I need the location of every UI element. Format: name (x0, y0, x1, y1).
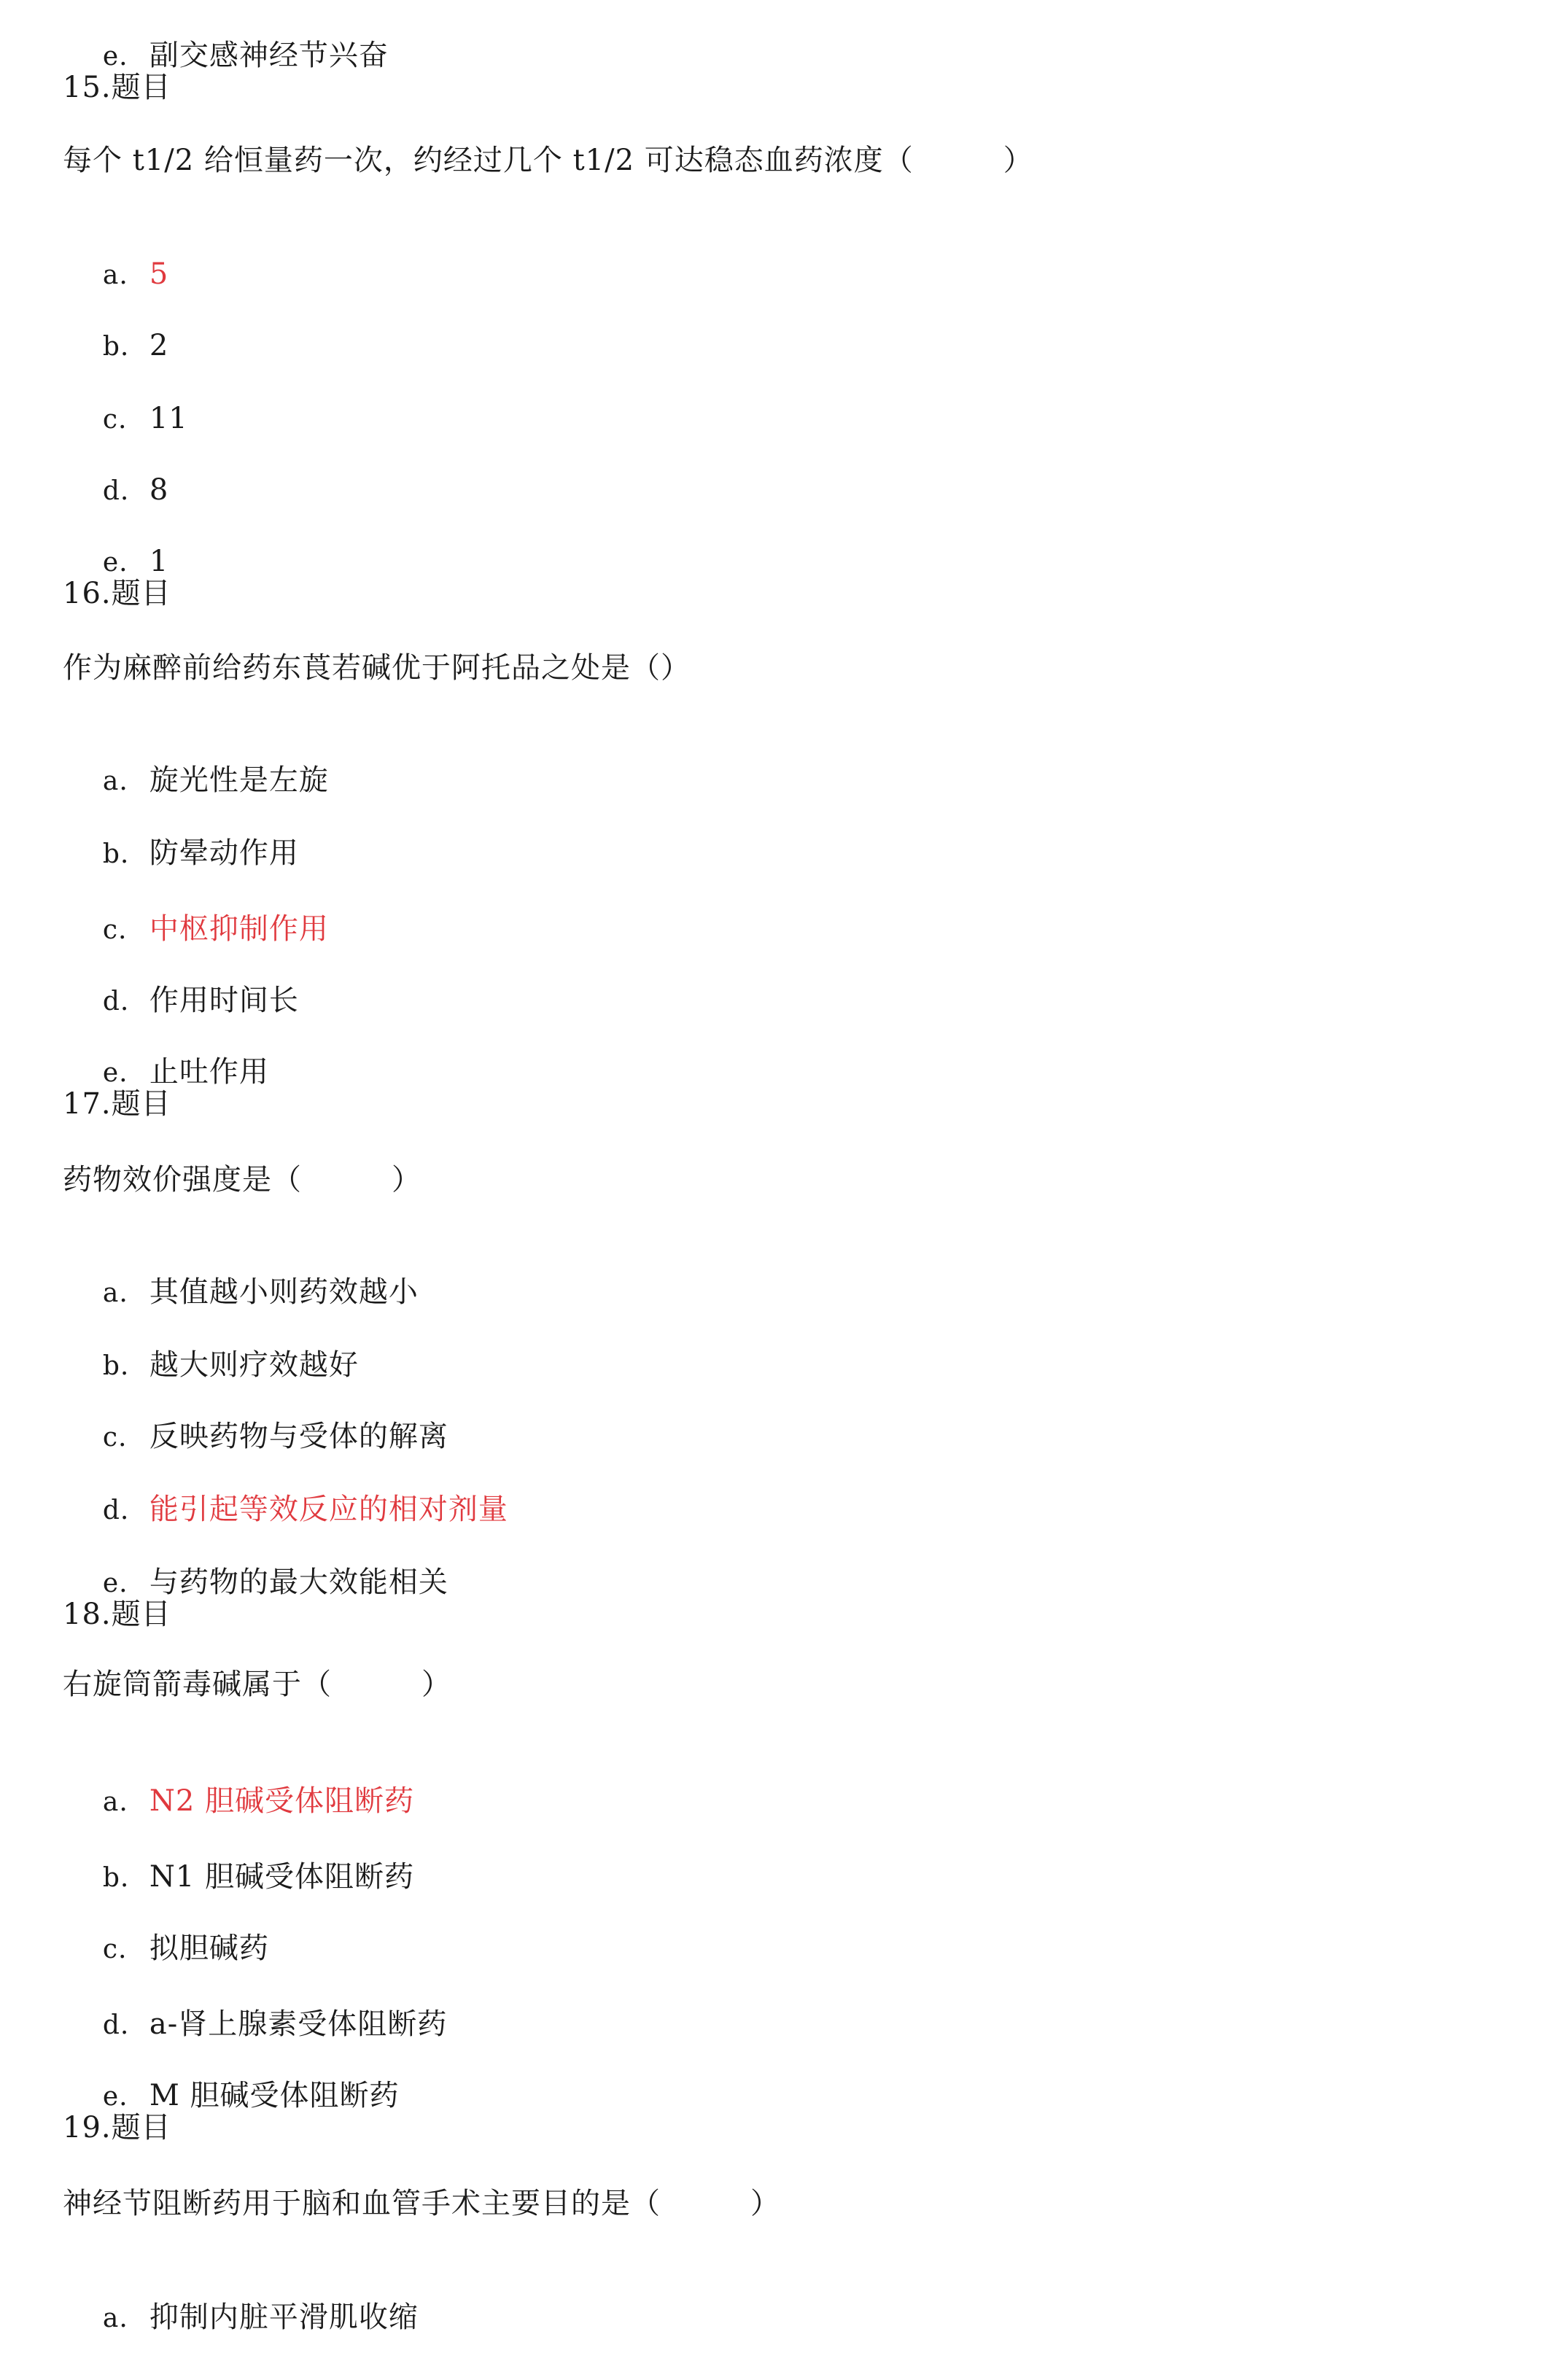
option-letter: c. (102, 1934, 128, 1964)
option-text: 5 (149, 257, 169, 291)
question-stem: 作为麻醉前给药东莨若碱优于阿托品之处是（） (63, 651, 691, 685)
question-heading: 18.题目 (63, 1598, 171, 1631)
question-heading: 16.题目 (63, 577, 171, 610)
option-text: a-肾上腺素受体阻断药 (149, 2007, 448, 2041)
option-text: M 胆碱受体阻断药 (149, 2079, 400, 2112)
option-text: 越大则疗效越好 (149, 1348, 359, 1382)
question-heading: 19.题目 (63, 2111, 171, 2144)
option-text: 反映药物与受体的解离 (149, 1420, 448, 1453)
option-text: 作用时间长 (149, 984, 299, 1017)
option-letter: d. (102, 476, 130, 506)
question-stem: 每个 t1/2 给恒量药一次，约经过几个 t1/2 可达稳态血药浓度（ ） (63, 144, 1033, 177)
question-stem: 神经节阻断药用于脑和血管手术主要目的是（ ） (63, 2187, 780, 2220)
option-letter: c. (102, 405, 128, 435)
question-heading: 15.题目 (63, 71, 171, 104)
option-letter: b. (102, 1863, 130, 1893)
option-letter: d. (102, 987, 130, 1016)
option-letter: a. (102, 1278, 128, 1308)
option-letter: e. (102, 548, 128, 578)
option-row (63, 2256, 419, 2380)
option-letter: b. (102, 839, 130, 869)
option-letter: c. (102, 1423, 128, 1452)
option-letter: e. (102, 42, 128, 71)
option-letter: a. (102, 2303, 128, 2333)
question-stem: 药物效价强度是（ ） (63, 1163, 421, 1197)
option-text: 止吐作用 (149, 1055, 269, 1089)
option-letter: e. (102, 1568, 128, 1598)
option-text: 副交感神经节兴奋 (149, 39, 389, 72)
option-letter: a. (102, 260, 128, 290)
option-text: 能引起等效反应的相对剂量 (149, 1493, 508, 1526)
option-letter: e. (102, 1058, 128, 1088)
option-letter: e. (102, 2082, 128, 2112)
option-text: 8 (149, 473, 169, 507)
option-letter: b. (102, 1351, 130, 1381)
option-text: 拟胆碱药 (149, 1932, 269, 1965)
option-text: 中枢抑制作用 (149, 912, 329, 946)
option-text: 其值越小则药效越小 (149, 1275, 419, 1309)
option-letter: d. (102, 1496, 130, 1525)
question-heading: 17.题目 (63, 1087, 171, 1121)
option-letter: b. (102, 332, 130, 362)
option-text: 旋光性是左旋 (149, 763, 329, 797)
option-letter: a. (102, 766, 128, 796)
option-text: 与药物的最大效能相关 (149, 1566, 448, 1599)
option-text: N2 胆碱受体阻断药 (149, 1784, 415, 1818)
option-letter: d. (102, 2010, 130, 2040)
question-stem: 右旋筒箭毒碱属于（ ） (63, 1668, 451, 1701)
option-letter: c. (102, 915, 128, 945)
option-text: 防晕动作用 (149, 836, 299, 870)
option-text: 11 (149, 402, 188, 435)
option-text: 抑制内脏平滑肌收缩 (149, 2301, 419, 2334)
option-text: N1 胆碱受体阻断药 (149, 1860, 415, 1894)
option-text: 2 (149, 329, 169, 362)
option-letter: a. (102, 1787, 128, 1817)
option-text: 1 (149, 545, 169, 578)
